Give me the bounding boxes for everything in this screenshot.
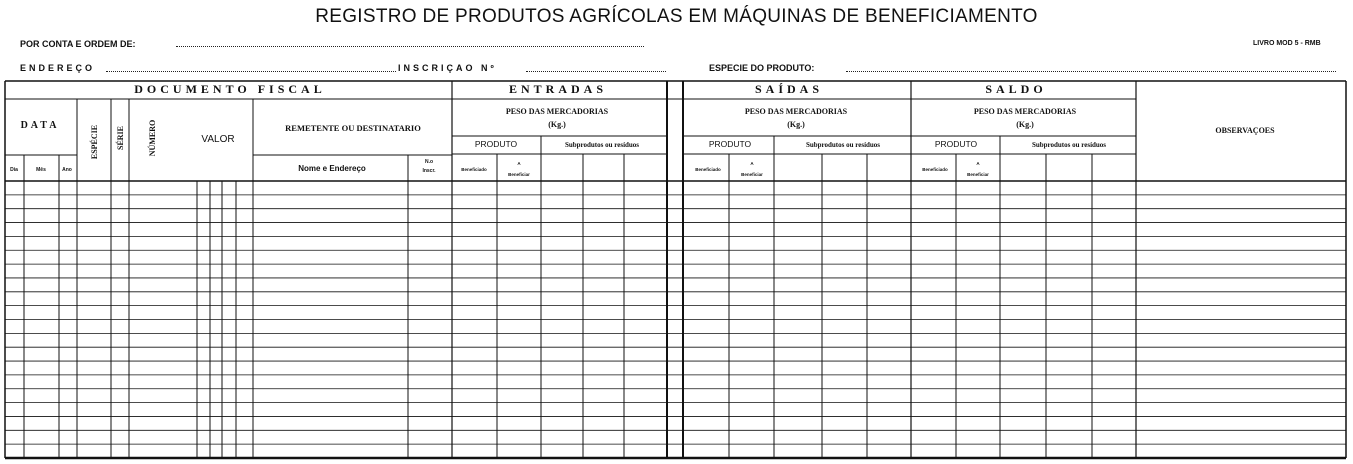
saidas-a-beneficiar-1: A <box>750 161 754 166</box>
entradas-peso-2: (Kg.) <box>548 120 566 129</box>
data-header: DATA <box>20 120 60 131</box>
nome-endereco-header: Nome e Endereço <box>298 164 366 173</box>
entradas-peso-1: PESO DAS MERCADORIAS <box>505 107 609 116</box>
saidas-a-beneficiar-2: Beneficiar <box>741 172 763 177</box>
saldo-subprodutos: Subprodutos ou resíduos <box>1031 141 1107 149</box>
entradas-produto: PRODUTO <box>474 139 518 149</box>
saldo-a-beneficiar-1: A <box>976 161 980 166</box>
endereco-label: ENDEREÇO <box>20 63 96 73</box>
por-conta-label: POR CONTA E ORDEM DE: <box>20 39 136 49</box>
ano-header: Ano <box>62 167 72 173</box>
valor-header: VALOR <box>201 134 235 145</box>
observacoes-header: OBSERVAÇOES <box>1215 126 1275 135</box>
remetente-header: REMETENTE OU DESTINATARIO <box>285 123 421 133</box>
saldo-peso-2: (Kg.) <box>1016 120 1034 129</box>
saldo-a-beneficiar-2: Beneficiar <box>967 172 989 177</box>
numero-header: NÚMERO <box>148 119 157 157</box>
saldo-header: SALDO <box>985 82 1047 96</box>
livro-mod-label: LIVRO MOD 5 - RMB <box>1253 40 1321 47</box>
saldo-produto: PRODUTO <box>934 139 978 149</box>
saidas-peso-2: (Kg.) <box>787 120 805 129</box>
inscricao-label: INSCRIÇAO Nº <box>398 63 497 73</box>
form-title: REGISTRO DE PRODUTOS AGRÍCOLAS EM MÁQUINAS DE BENEFICIAMENTO <box>315 6 1038 27</box>
entradas-beneficiado: Beneficiado <box>461 167 487 172</box>
saidas-subprodutos: Subprodutos ou resíduos <box>805 141 881 149</box>
n-inscr-header-2: Inscr. <box>422 168 436 174</box>
saidas-beneficiado: Beneficiado <box>695 167 721 172</box>
entradas-subprodutos: Subprodutos ou resíduos <box>564 141 640 149</box>
table-headers <box>10 82 1275 177</box>
saldo-peso-1: PESO DAS MERCADORIAS <box>973 107 1077 116</box>
dia-header: Dia <box>10 167 18 173</box>
saidas-header: SAÍDAS <box>754 82 824 96</box>
especie-header: ESPÉCIE <box>90 124 99 160</box>
n-inscr-header-1: N.o <box>424 159 434 165</box>
saldo-beneficiado: Beneficiado <box>922 167 948 172</box>
serie-header: SÉRIE <box>116 125 125 151</box>
entradas-a-beneficiar-2: Beneficiar <box>508 172 530 177</box>
mes-header: Mês <box>36 167 46 173</box>
especie-produto-label: ESPECIE DO PRODUTO: <box>709 63 815 73</box>
entradas-header: ENTRADAS <box>508 82 608 96</box>
saidas-peso-1: PESO DAS MERCADORIAS <box>744 107 848 116</box>
documento-fiscal-header: DOCUMENTO FISCAL <box>134 82 326 96</box>
entradas-a-beneficiar-1: A <box>517 161 521 166</box>
saidas-produto: PRODUTO <box>708 139 752 149</box>
